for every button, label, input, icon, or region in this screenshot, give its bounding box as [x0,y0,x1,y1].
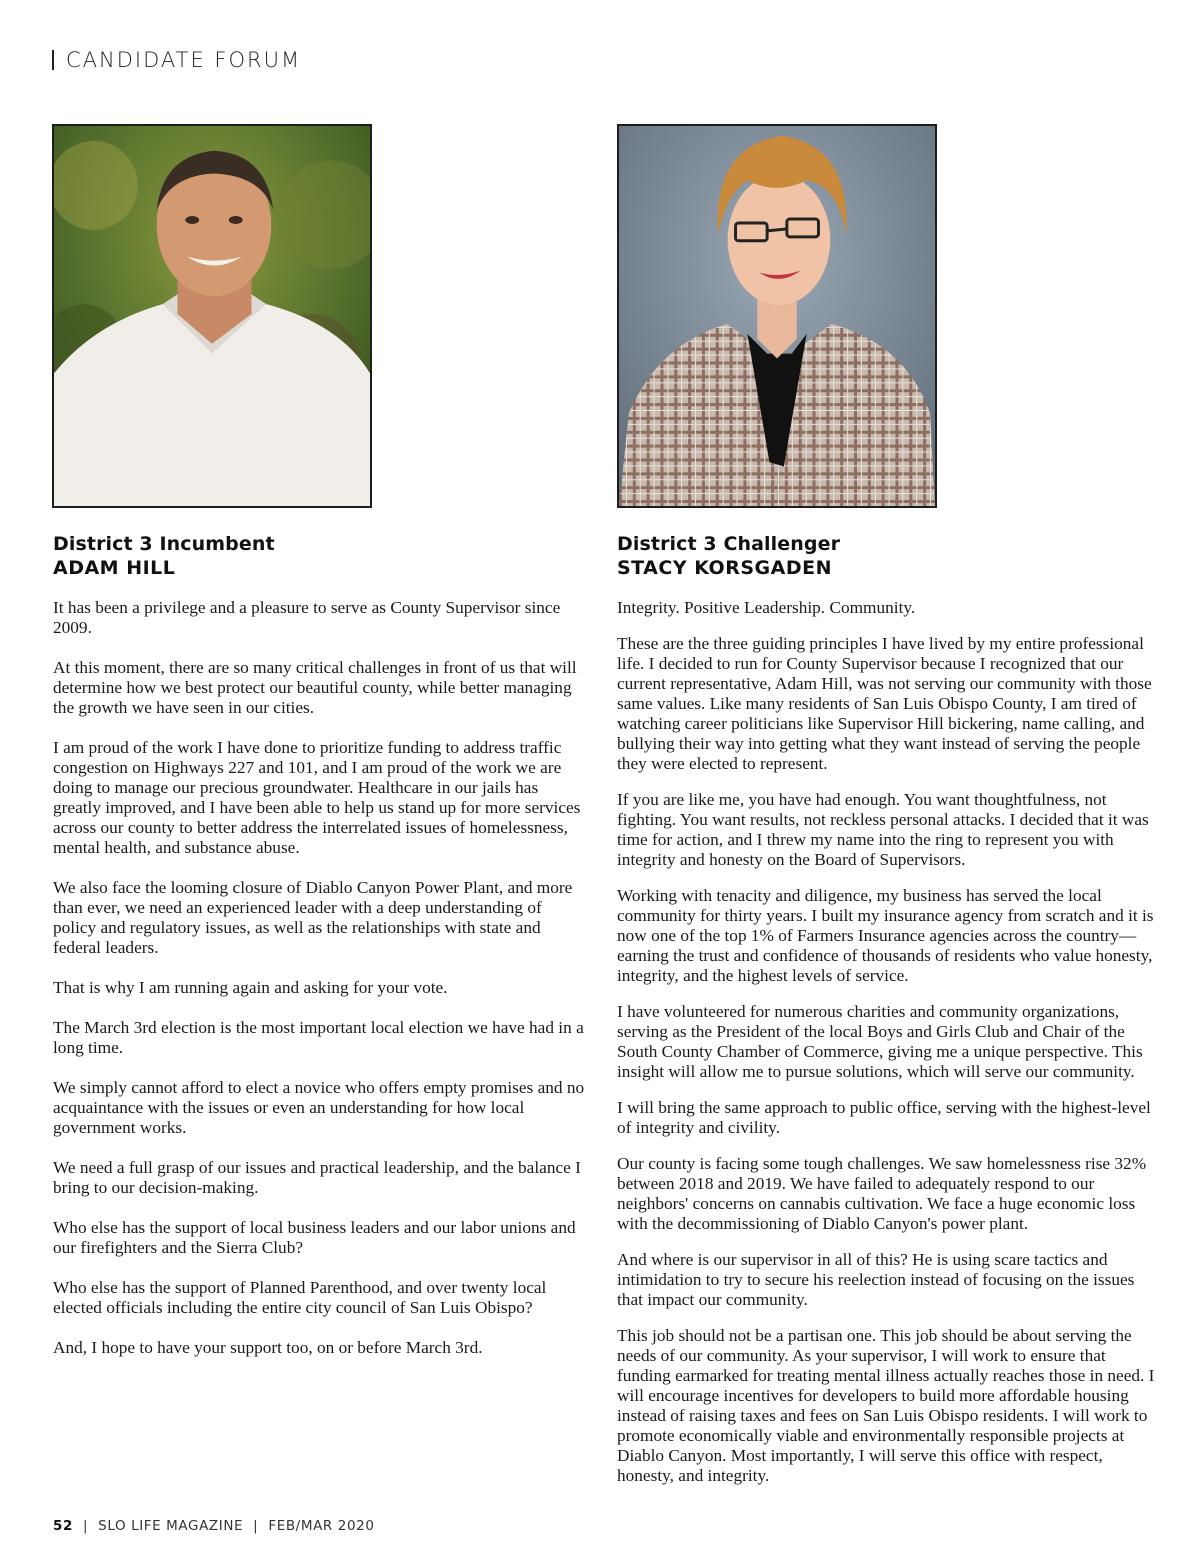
paragraph: Who else has the support of local business leaders and our labor unions and our firefighters and the Sierra Club? [53,1218,576,1257]
candidate-column-incumbent [53,532,585,1378]
paragraph: It has been a privilege and a pleasure to serve as County Supervisor since 2009. [53,598,561,637]
paragraph: And where is our supervisor in all of this? He is using scare tactics and intimidation to try to secure his reelection instead of focusing on the issues that impact our community. [617,1250,1135,1309]
candidate-statement [53,598,585,1358]
candidate-photo-stacy-korsgaden [617,124,937,508]
page-number: 52 [53,1518,73,1534]
paragraph: Working with tenacity and diligence, my business has served the local community for thirty years. I built my insurance agency from scratch and it is now one of the top 1% of Farmers Insurance agencies across the country—earning the trust and confidence of thousands of residents who value honesty, integrity, and the highest levels of service. [617,886,1154,985]
footer-divider: | [83,1518,89,1534]
candidate-column-challenger [617,532,1157,1502]
paragraph: Our county is facing some tough challenges. We saw homelessness rise 32% between 2018 and 2019. We have failed to adequately respond to our neighbors' concerns on cannabis cultivation. We face a huge economic loss with the decommissioning of Diablo Canyon's power plant. [617,1154,1147,1233]
header-divider [52,50,54,70]
candidate-statement [617,598,1157,1486]
portrait-image [54,126,370,506]
paragraph: Who else has the support of Planned Parenthood, and over twenty local elected officials including the entire city council of San Luis Obispo? [53,1278,547,1317]
paragraph: I am proud of the work I have done to prioritize funding to address traffic congestion on Highways 227 and 101, and I am proud of the work we are doing to manage our precious groundwater. Healthcare in our jails has greatly improved, and I have been able to help us stand up for more services across our county to better address the interrelated issues of homelessness, mental health, and substance abuse. [53,738,581,857]
candidate-name: ADAM HILL [53,557,176,579]
portrait-image [619,126,935,506]
paragraph: If you are like me, you have had enough. You want thoughtfulness, not fighting. You want results, not reckless personal attacks. I decided that it was time for action, and I threw my name into the ring to represent you with integrity and honesty on the Board of Supervisors. [617,790,1149,869]
candidate-role: District 3 Challenger [617,533,841,555]
paragraph: I have volunteered for numerous charities and community organizations, serving as the President of the local Boys and Girls Club and Chair of the South County Chamber of Commerce, giving me a unique perspective. This insight will allow me to pursue solutions, which will serve our community. [617,1002,1143,1081]
paragraph: At this moment, there are so many critical challenges in front of us that will determine how we best protect our beautiful county, while better managing the growth we have seen in our cities. [53,658,577,717]
candidate-role: District 3 Incumbent [53,533,275,555]
paragraph: We simply cannot afford to elect a novice who offers empty promises and no acquaintance with the issues or even an understanding for how local government works. [53,1078,585,1137]
paragraph: That is why I am running again and asking for your vote. [53,978,448,997]
paragraph: This job should not be a partisan one. This job should be about serving the needs of our community. As your supervisor, I will work to ensure that funding earmarked for treating mental illness actually reaches those in need. I will encourage incentives for developers to build more affordable housing instead of raising taxes and fees on San Luis Obispo residents. I will work to promote economically viable and environmentally responsible projects at Diablo Canyon. Most importantly, I will serve this office with respect, honesty, and integrity. [617,1326,1155,1485]
paragraph: These are the three guiding principles I have lived by my entire professional life. I decided to run for County Supervisor because I recognized that our current representative, Adam Hill, was not serving our community with those same values. Like many residents of San Luis Obispo County, I am tired of watching career politicians like Supervisor Hill bickering, name calling, and bullying their way into getting what they want instead of serving the people they were elected to represent. [617,634,1152,773]
issue-date: FEB/MAR 2020 [268,1518,375,1534]
candidate-photo-adam-hill [52,124,372,508]
paragraph: Integrity. Positive Leadership. Community. [617,598,916,617]
section-header [52,48,301,72]
paragraph: I will bring the same approach to public office, serving with the highest-level of integrity and civility. [617,1098,1151,1137]
paragraph: We need a full grasp of our issues and practical leadership, and the balance I bring to our decision-making. [53,1158,581,1197]
magazine-name: SLO LIFE MAGAZINE [98,1518,244,1534]
page-footer [53,1518,375,1534]
footer-divider: | [253,1518,259,1534]
paragraph: The March 3rd election is the most important local election we have had in a long time. [53,1018,584,1057]
candidate-name: STACY KORSGADEN [617,557,832,579]
section-title: CANDIDATE FORUM [66,48,302,72]
paragraph: We also face the looming closure of Diablo Canyon Power Plant, and more than ever, we need an experienced leader with a deep understanding of policy and regulatory issues, as well as the relationships with state and federal leaders. [53,878,573,957]
paragraph: And, I hope to have your support too, on or before March 3rd. [53,1338,483,1357]
